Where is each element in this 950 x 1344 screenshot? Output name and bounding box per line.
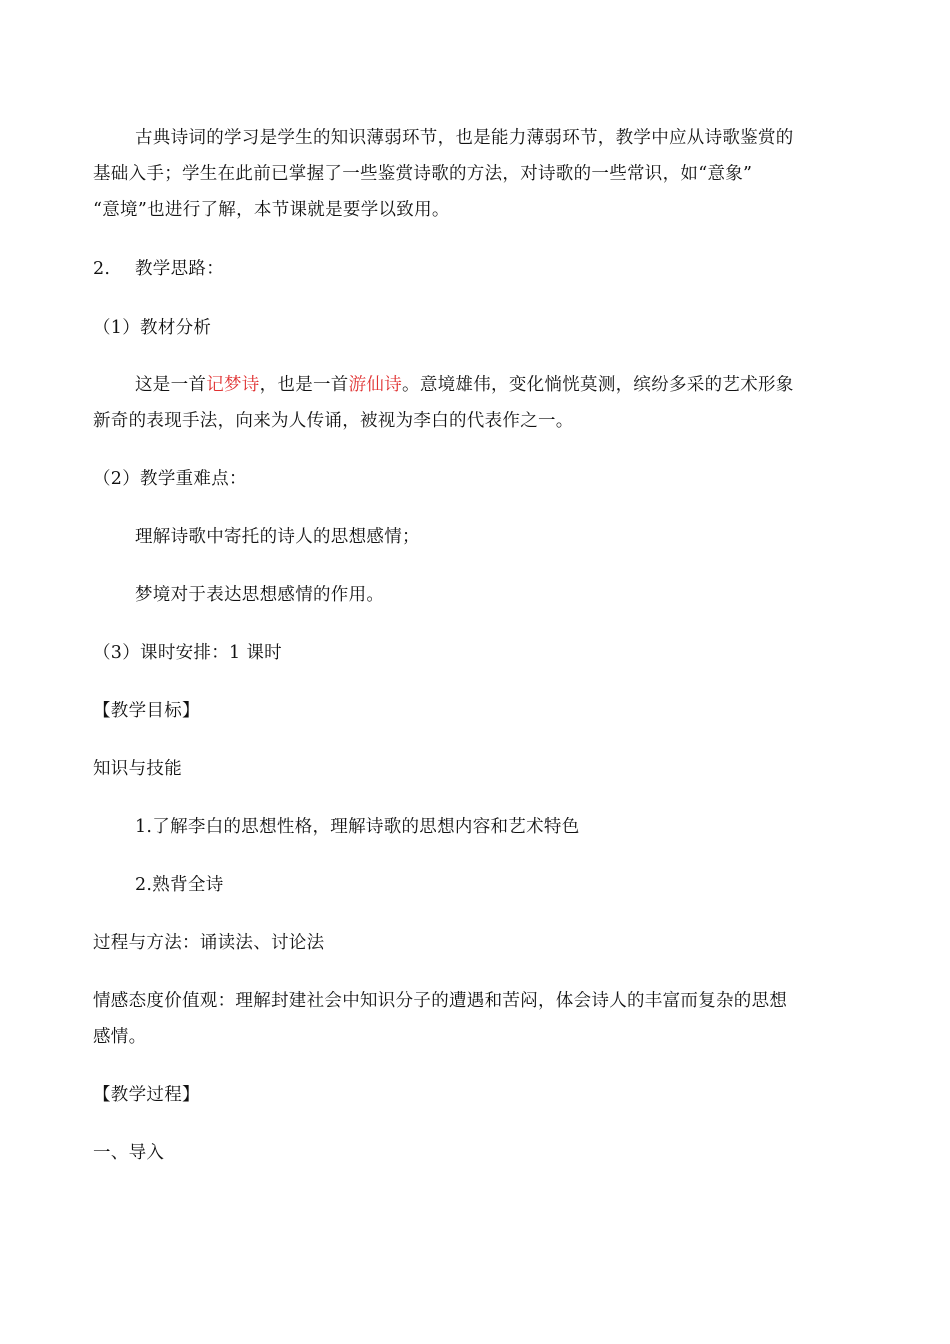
values-line-2: 感情。 (93, 1027, 147, 1047)
highlight-dream-poem: 记梦诗 (206, 375, 260, 395)
section-2-heading: 教学思路： (135, 259, 224, 279)
schedule-text: （3）课时安排：1 课时 (93, 643, 282, 663)
analysis-text-c: 。意境雄伟，变化惝恍莫测，缤纷多采的艺术形象 (402, 375, 794, 395)
analysis-paragraph-line-2: 新奇的表现手法，向来为人传诵，被视为李白的代表作之一。 (93, 411, 574, 431)
section-2-number: 2. (93, 259, 111, 279)
objectives-heading: 【教学目标】 (93, 701, 200, 721)
intro-line-2: 基础入手；学生在此前已掌握了一些鉴赏诗歌的方法，对诗歌的一些常识，如“意象” (93, 164, 753, 184)
intro-line-1: 古典诗词的学习是学生的知识薄弱环节，也是能力薄弱环节，教学中应从诗歌鉴赏的 (135, 128, 794, 148)
analysis-paragraph-line-1 (135, 373, 794, 397)
step-introduction: 一、导入 (93, 1143, 165, 1163)
analysis-text-a: 这是一首 (135, 375, 207, 395)
intro-line-3: “意境”也进行了解，本节课就是要学以致用。 (93, 200, 450, 220)
key-points-heading: （2）教学重难点： (93, 469, 247, 489)
knowledge-heading: 知识与技能 (93, 759, 182, 779)
knowledge-item-2: 2.熟背全诗 (135, 875, 224, 895)
values-line-1: 情感态度价值观：理解封建社会中知识分子的遭遇和苦闷，体会诗人的丰富而复杂的思想 (93, 991, 788, 1011)
teaching-process-heading: 【教学过程】 (93, 1085, 200, 1105)
key-point-item-1: 理解诗歌中寄托的诗人的思想感情； (135, 527, 420, 547)
analysis-heading: （1）教材分析 (93, 318, 212, 338)
analysis-text-b: ，也是一首 (259, 375, 349, 395)
process-method: 过程与方法：诵读法、讨论法 (93, 933, 325, 953)
highlight-immortal-poem: 游仙诗 (348, 375, 403, 395)
knowledge-item-1: 1.了解李白的思想性格，理解诗歌的思想内容和艺术特色 (135, 817, 580, 837)
key-point-item-2: 梦境对于表达思想感情的作用。 (135, 585, 385, 605)
